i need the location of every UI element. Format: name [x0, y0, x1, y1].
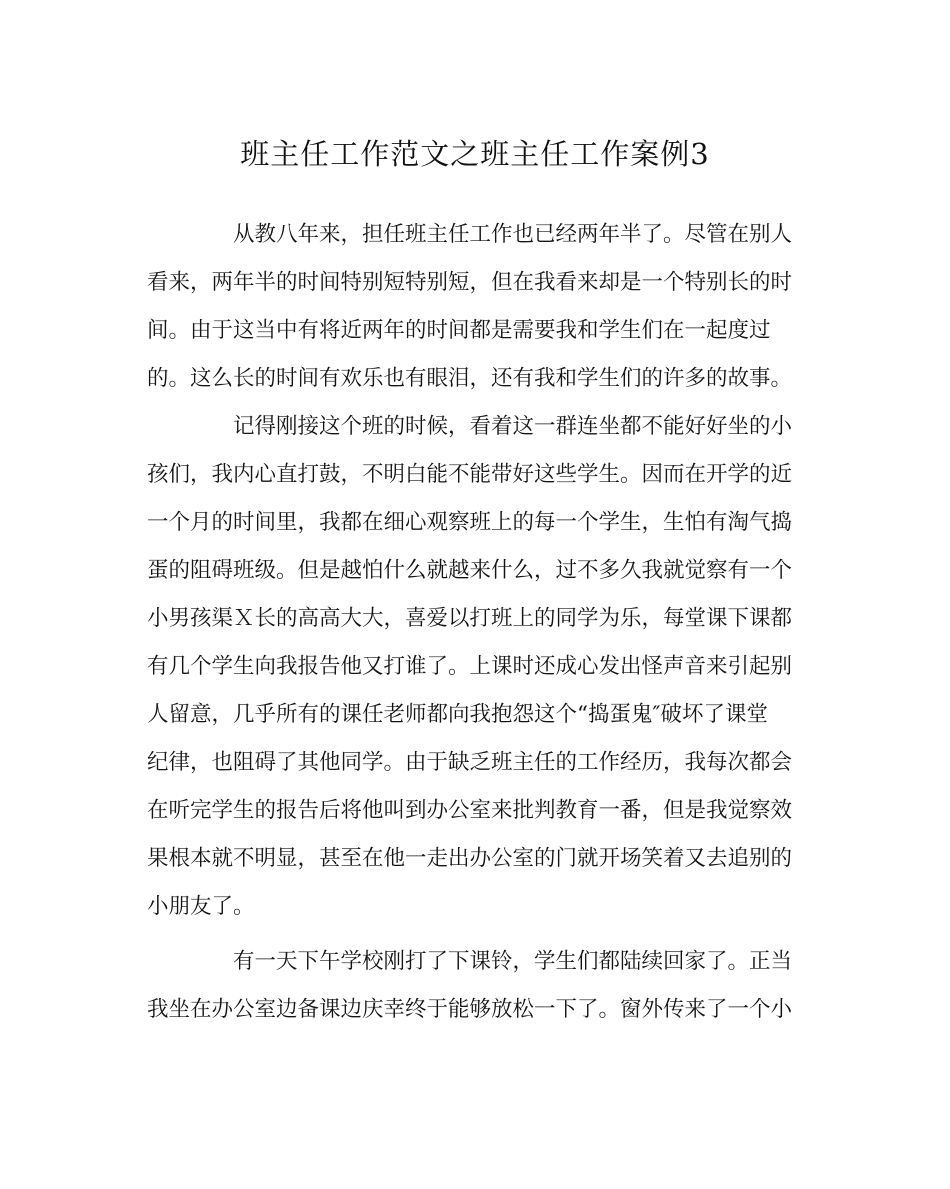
paragraph-2-line-6: 有几个学生向我报告他又打谁了。上课时还成心发出怪声音来引起别 [147, 654, 793, 679]
document-title: 班主任工作范文之班主任工作案例3 [240, 137, 710, 171]
paragraph-1-line-3: 间。由于这当中有将近两年的时间都是需要我和学生们在一起度过 [147, 318, 771, 343]
paragraph-2-line-8: 纪律，也阻碍了其他同学。由于缺乏班主任的工作经历，我每次都会 [147, 750, 793, 775]
paragraph-2-line-7: 人留意，几乎所有的课任老师都向我抱怨这个“捣蛋鬼″破坏了课堂 [147, 702, 769, 727]
paragraph-2-line-11: 小朋友了。 [147, 894, 255, 919]
paragraph-2-line-10: 果根本就不明显，甚至在他一走出办公室的门就开场笑着又去追别的 [147, 846, 793, 871]
paragraph-2-line-5: 小男孩渠Ｘ长的高高大大，喜爱以打班上的同学为乐，每堂课下课都 [147, 606, 793, 631]
paragraph-2-line-4: 蛋的阻碍班级。但是越怕什么就越来什么，过不多久我就觉察有一个 [147, 558, 793, 583]
paragraph-2-line-3: 一个月的时间里，我都在细心观察班上的每一个学生，生怕有淘气捣 [147, 510, 793, 535]
paragraph-1-line-1: 从教八年来，担任班主任工作也已经两年半了。尽管在别人 [233, 222, 793, 247]
paragraph-2-line-2: 孩们，我内心直打鼓，不明白能不能带好这些学生。因而在开学的近 [147, 462, 793, 487]
paragraph-3-line-2: 我坐在办公室边备课边庆幸终于能够放松一下了。窗外传来了一个小 [147, 997, 793, 1022]
paragraph-1-line-2: 看来，两年半的时间特别短特别短，但在我看来却是一个特别长的时 [147, 270, 793, 295]
paragraph-2-line-9: 在听完学生的报告后将他叫到办公室来批判教育一番，但是我觉察效 [147, 798, 793, 823]
paragraph-1-line-4: 的。这么长的时间有欢乐也有眼泪，还有我和学生们的许多的故事。 [147, 366, 793, 391]
paragraph-3-line-1: 有一天下午学校刚打了下课铃，学生们都陆续回家了。正当 [233, 949, 793, 974]
paragraph-2-line-1: 记得刚接这个班的时候，看着这一群连坐都不能好好坐的小 [233, 414, 793, 439]
